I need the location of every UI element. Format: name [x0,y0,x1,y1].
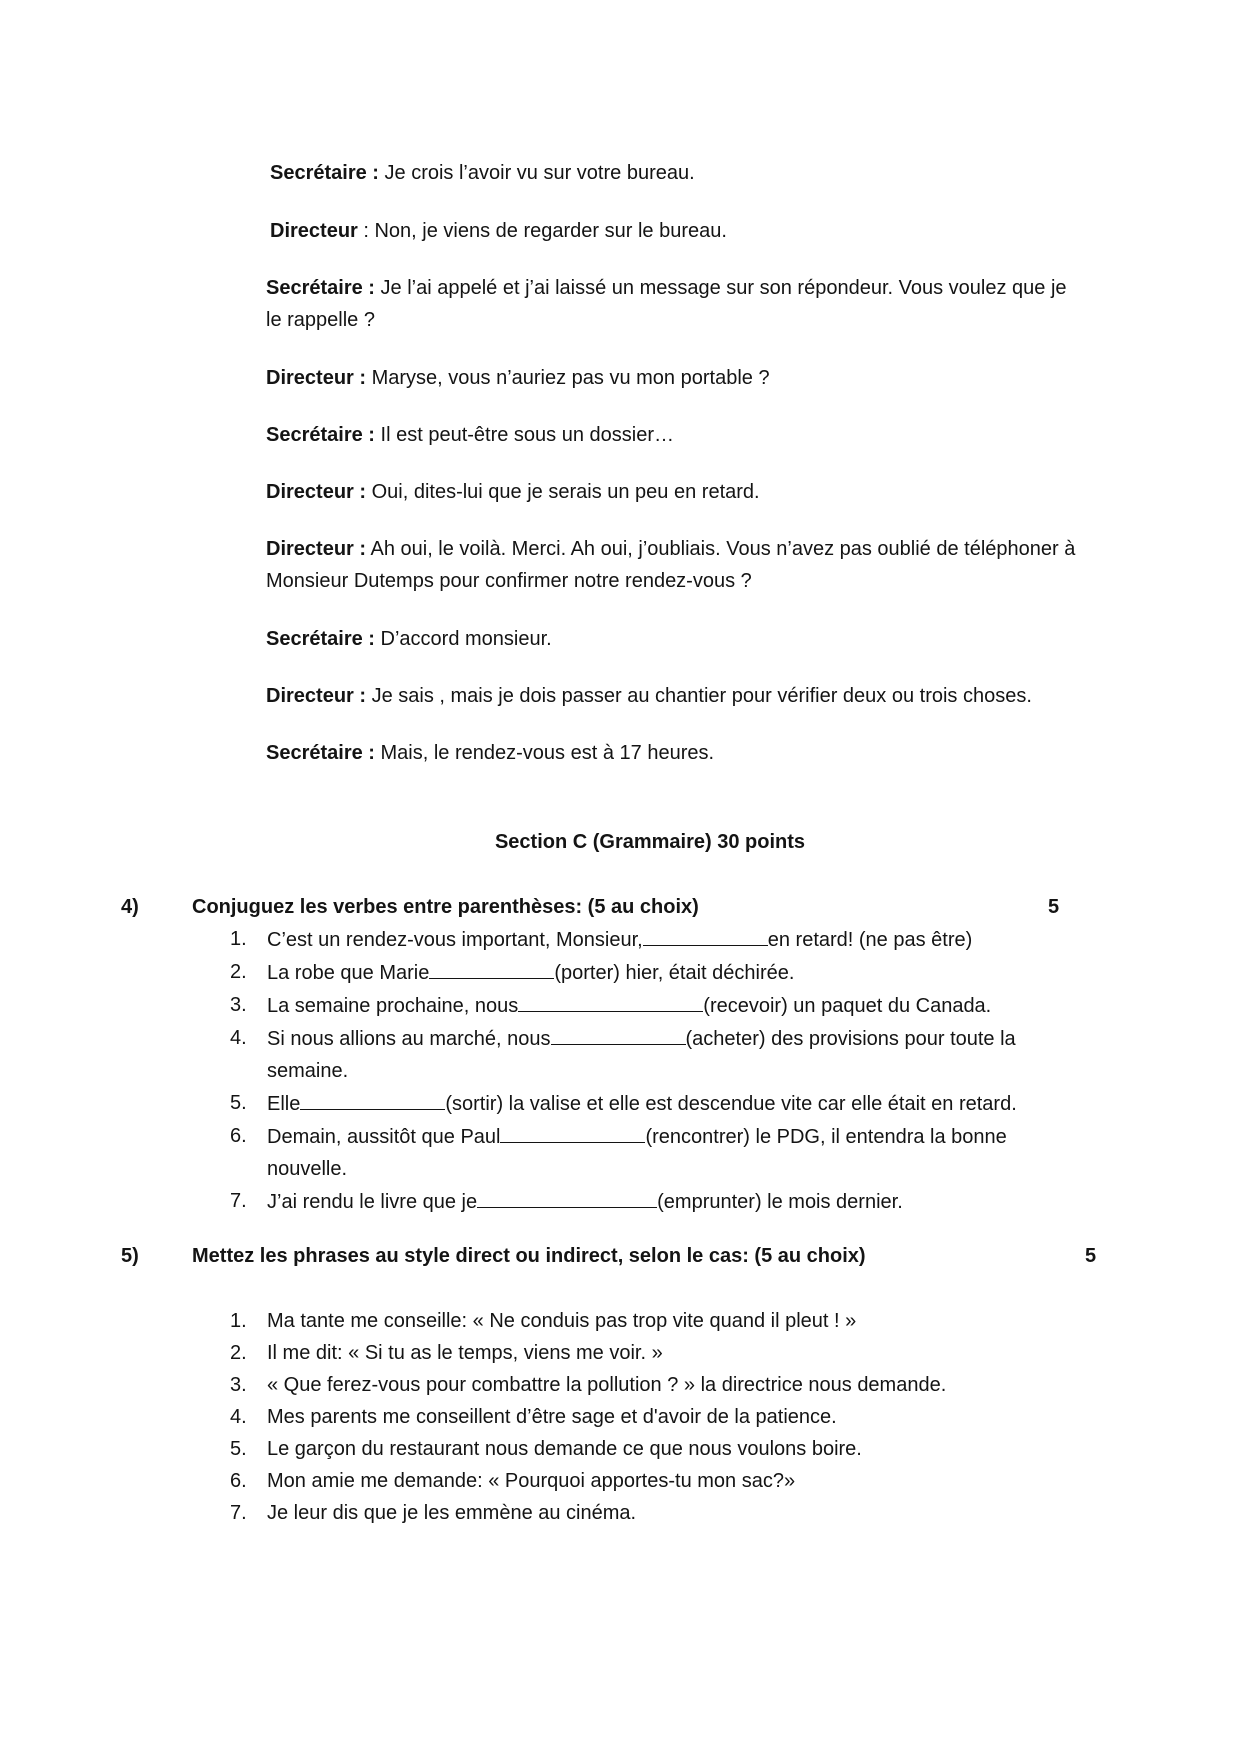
item-number: 2. [230,1342,247,1364]
speaker: Directeur : [266,685,367,707]
item-text-after: (emprunter) le mois dernier. [657,1191,903,1213]
list-item [230,1497,1060,1529]
answer-blank[interactable] [500,1120,645,1143]
line-text: Il est peut-être sous un dossier… [374,424,675,446]
list-item [230,1465,1060,1497]
item-number: 2. [230,961,247,983]
line-text: Je l’ai appelé et j’ai laissé un message sur son répondeur. Vous voulez que je le rappelle ? [266,277,1067,331]
dialogue-line-2 [270,215,1080,247]
question-title: Mettez les phrases au style direct ou indirect, selon le cas: (5 au choix) [192,1245,866,1267]
line-text: Maryse, vous n’auriez pas vu mon portable ? [366,367,770,389]
list-item [230,1087,1060,1120]
item-text-after: (acheter) des provisions pour toute la semaine. [267,1028,1016,1082]
item-number: 7. [230,1190,247,1212]
item-number: 1. [230,1310,247,1332]
answer-blank[interactable] [518,989,703,1012]
speaker: Directeur : [266,538,367,560]
dialogue-line-1 [270,157,1080,189]
item-text: Mes parents me conseillent d’être sage et d'avoir de la patience. [267,1406,837,1428]
item-text: Ma tante me conseille: « Ne conduis pas trop vite quand il pleut ! » [267,1310,857,1332]
item-text-after: (recevoir) un paquet du Canada. [703,995,992,1017]
list-item [230,1305,1060,1337]
dialogue-line-8 [266,623,1076,655]
speaker: Secrétaire : [266,277,375,299]
question-number: 5) [121,1245,139,1267]
item-number: 4. [230,1027,247,1049]
list-item [230,956,1060,989]
item-number: 3. [230,1374,247,1396]
item-text: « Que ferez-vous pour combattre la pollution ? » la directrice nous demande. [267,1374,947,1396]
question-title: Conjuguez les verbes entre parenthèses: (5 au choix) [192,896,699,918]
item-text-before: La semaine prochaine, nous [267,995,519,1017]
item-text: Il me dit: « Si tu as le temps, viens me voir. » [267,1342,663,1364]
item-number: 3. [230,994,247,1016]
list-item [230,1433,1060,1465]
item-text: Je leur dis que je les emmène au cinéma. [267,1502,637,1524]
conjugation-list [230,923,1060,1218]
speaker: Directeur : [266,481,367,503]
answer-blank[interactable] [429,956,554,979]
question-points: 5 [1085,1245,1097,1267]
dialogue-line-5 [266,419,1076,451]
line-text: Ah oui, le voilà. Merci. Ah oui, j’oubliais. Vous n’avez pas oublié de téléphoner à Monsieur Dutemps pour confirmer notre rendez-vous ? [266,538,1076,592]
answer-blank[interactable] [551,1022,686,1045]
list-item [230,1369,1060,1401]
dialogue-line-10 [266,737,1076,769]
speaker: Directeur : [266,367,367,389]
answer-blank[interactable] [300,1087,445,1110]
item-text-before: J’ai rendu le livre que je [267,1191,478,1213]
line-text: Je crois l’avoir vu sur votre bureau. [378,162,695,184]
item-text-after: en retard! (ne pas être) [767,929,973,951]
item-text-before: Elle [267,1093,301,1115]
speaker: Secrétaire : [266,424,375,446]
item-number: 6. [230,1125,247,1147]
line-text: D’accord monsieur. [374,628,552,650]
item-number: 5. [230,1092,247,1114]
reported-speech-list [230,1305,1060,1529]
dialogue-line-6 [266,476,1076,508]
item-number: 6. [230,1470,247,1492]
line-text: Je sais , mais je dois passer au chantier pour vérifier deux ou trois choses. [366,685,1032,707]
section-title: Section C (Grammaire) 30 points [494,831,806,853]
speaker: Secrétaire : [266,628,375,650]
item-text-after: (porter) hier, était déchirée. [554,962,795,984]
question-points: 5 [1048,896,1060,918]
list-item [230,1022,1060,1087]
line-text: Mais, le rendez-vous est à 17 heures. [374,742,715,764]
dialogue-line-3 [266,272,1076,336]
line-text: Oui, dites-lui que je serais un peu en retard. [366,481,760,503]
item-number: 1. [230,928,247,950]
item-text: Mon amie me demande: « Pourquoi apportes-tu mon sac?» [267,1470,796,1492]
item-text: Le garçon du restaurant nous demande ce que nous voulons boire. [267,1438,862,1460]
item-text-before: Demain, aussitôt que Paul [267,1126,501,1148]
answer-blank[interactable] [477,1185,657,1208]
list-item [230,989,1060,1022]
list-item [230,923,1060,956]
list-item [230,1185,1060,1218]
line-text: : Non, je viens de regarder sur le bureau. [357,220,727,242]
dialogue-line-9 [266,680,1076,712]
item-text-before: C’est un rendez-vous important, Monsieur, [267,929,643,951]
list-item [230,1120,1060,1185]
item-text-after: (sortir) la valise et elle est descendue vite car elle était en retard. [445,1093,1017,1115]
dialogue-line-4 [266,362,1076,394]
question-number: 4) [121,896,139,918]
question-4-header [0,891,1242,923]
list-item [230,1337,1060,1369]
speaker: Directeur [270,220,358,242]
question-5-header [0,1240,1242,1272]
item-text-after: (rencontrer) le PDG, il entendra la bonne nouvelle. [267,1126,1007,1180]
answer-blank[interactable] [643,923,768,946]
item-number: 4. [230,1406,247,1428]
item-number: 7. [230,1502,247,1524]
item-number: 5. [230,1438,247,1460]
speaker: Secrétaire : [270,162,379,184]
item-text-before: Si nous allions au marché, nous [267,1028,551,1050]
dialogue-line-7 [266,533,1076,597]
speaker: Secrétaire : [266,742,375,764]
list-item [230,1401,1060,1433]
item-text-before: La robe que Marie [267,962,430,984]
